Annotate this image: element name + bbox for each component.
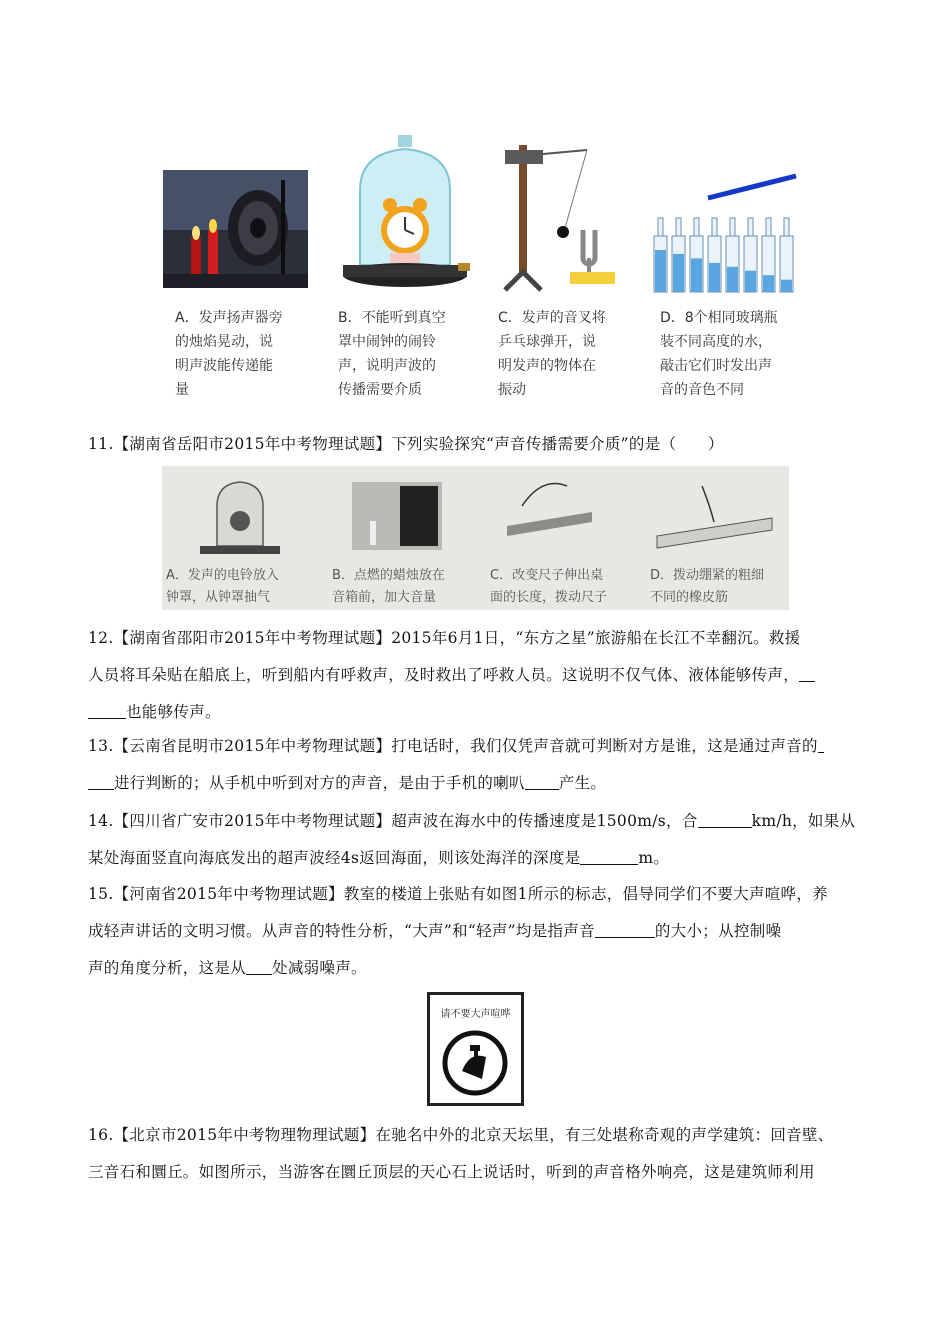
q11-number: 11. bbox=[88, 435, 114, 453]
q11-source: 【湖南省岳阳市2015年中考物理试题】 bbox=[113, 435, 392, 453]
q12-blank-a[interactable] bbox=[799, 666, 815, 682]
q14-blank-a[interactable] bbox=[698, 812, 752, 828]
bottle-neck bbox=[766, 218, 771, 236]
bell-jar-clock-image bbox=[340, 135, 470, 295]
q11-caption-c: C．改变尺子伸出桌 面的长度，拨动尺子 bbox=[490, 568, 608, 605]
q15-text: 15.【河南省2015年中考物理试题】教室的楼道上张贴有如图1所示的标志，倡导同学们不要大声喧哗，养 成轻声讲话的文明习惯。从声音的特性分析，“大声”和“轻声”均是指声音 的大小；从控制噪 声的角度分析，这是从 处减弱噪声。 bbox=[88, 885, 828, 977]
q15-blank-b[interactable] bbox=[246, 959, 272, 975]
q11-figure bbox=[162, 466, 789, 610]
q14-text: 14.【四川省广安市2015年中考物理试题】超声波在海水中的传播速度是1500m/s，合 km/h，如果从 某处海面竖直向海底发出的超声波经4s返回海面，则该处海洋的深度是 m。 bbox=[88, 812, 856, 867]
fig10-caption-a: A．发声扬声器旁 的烛焰晃动，说 明声波能传递能 量 bbox=[175, 310, 283, 398]
q11-text bbox=[88, 426, 878, 463]
fig10-panel-c bbox=[495, 140, 615, 300]
glass-bottles-image bbox=[650, 170, 800, 295]
sign-text: 请不要大声喧哗 bbox=[440, 1009, 511, 1020]
bottle-neck bbox=[748, 218, 753, 236]
q13-blank-a[interactable] bbox=[818, 737, 824, 753]
bottle-neck bbox=[676, 218, 681, 236]
bottle-water bbox=[709, 263, 720, 292]
bottle-water bbox=[745, 271, 756, 292]
bottle-water bbox=[655, 250, 666, 292]
q13-blank-c[interactable] bbox=[525, 774, 559, 790]
bottle-water bbox=[781, 280, 792, 292]
fig10-panel-d bbox=[650, 170, 800, 295]
q12-blank-b[interactable] bbox=[88, 703, 126, 719]
speaker-candle-image bbox=[163, 170, 308, 288]
fig10-caption-b: B．不能听到真空 罩中闹钟的闹铃 声，说明声波的 传播需要介质 bbox=[338, 310, 446, 398]
q11-caption-b: B．点燃的蜡烛放在 音箱前，加大音量 bbox=[332, 568, 445, 605]
no-noise-icon bbox=[430, 1023, 521, 1103]
bottle-neck bbox=[658, 218, 663, 236]
tuning-fork-pingpong-image bbox=[495, 140, 615, 300]
quiet-sign-figure bbox=[427, 992, 524, 1106]
q11-stem: 下列实验探究“声音传播需要介质”的是（ ） bbox=[391, 435, 724, 453]
q16-text: 16.【北京市2015年中考物理物理试题】在驰名中外的北京天坛里，有三处堪称奇观的声学建筑：回音壁、 三音石和圜丘。如图所示，当游客在圜丘顶层的天心石上说话时，听到的声音格外响亮，这是建筑师利用 bbox=[88, 1126, 834, 1181]
bottle-water bbox=[763, 275, 774, 292]
q11-experiments-image bbox=[162, 466, 789, 561]
bottle-water bbox=[727, 267, 738, 292]
bottle-neck bbox=[694, 218, 699, 236]
fig10-panel-a bbox=[163, 170, 308, 288]
fig10-panel-b bbox=[340, 135, 470, 295]
q13-blank-b[interactable] bbox=[88, 774, 114, 790]
fig10-caption-c: C．发声的音叉将 乒乓球弹开，说 明发声的物体在 振动 bbox=[498, 310, 606, 398]
fig10-caption-d: D．8个相同玻璃瓶 装不同高度的水， 敲击它们时发出声 音的音色不同 bbox=[660, 310, 778, 398]
bottle-water bbox=[673, 254, 684, 292]
q11-caption-a: A．发声的电铃放入 钟罩，从钟罩抽气 bbox=[166, 568, 279, 605]
q11-caption-d: D．拨动绷紧的粗细 不同的橡皮筋 bbox=[650, 568, 765, 605]
bottle-neck bbox=[712, 218, 717, 236]
q14-blank-b[interactable] bbox=[580, 849, 638, 865]
bottle-neck bbox=[784, 218, 789, 236]
q12-text: 12.【湖南省邵阳市2015年中考物理试题】2015年6月1日，“东方之星”旅游船在长江不幸翻沉。救援 人员将耳朵贴在船底上，听到船内有呼救声，及时救出了呼救人员。这说明不仅气体、液体能够传声， 也能够传声。 bbox=[88, 620, 878, 731]
q13-text: 13.【云南省昆明市2015年中考物理试题】打电话时，我们仅凭声音就可判断对方是谁，这是通过声音的 进行判断的；从手机中听到对方的声音，是由于手机的喇叭 产生。 bbox=[88, 728, 878, 802]
q15-blank-a[interactable] bbox=[595, 922, 655, 938]
bottle-neck bbox=[730, 218, 735, 236]
bottle-water bbox=[691, 258, 702, 292]
